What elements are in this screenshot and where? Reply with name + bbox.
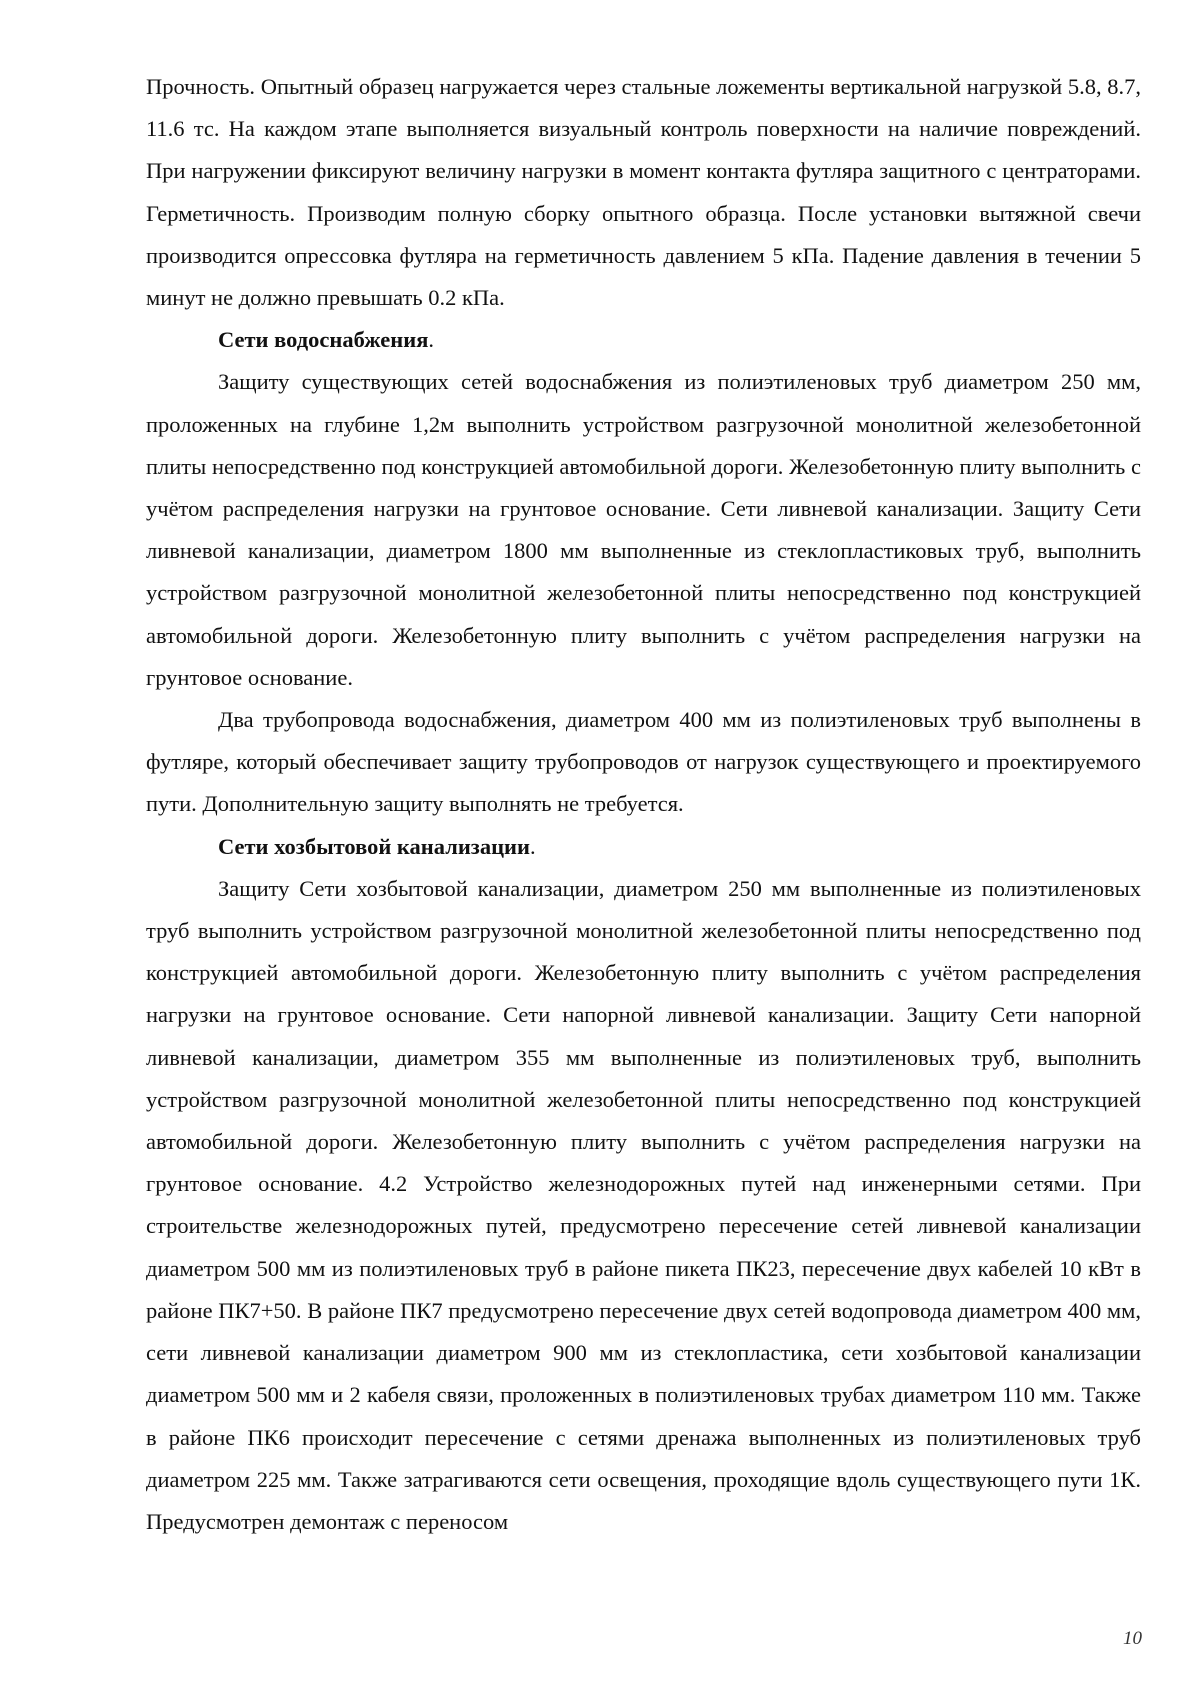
paragraph-sewerage-protection: Защиту Сети хозбытовой канализации, диаметром 250 мм выполненные из полиэтиленовых труб выполнить устройством разгрузочной монолитной железобетонной плиты непосредственно под конструкцией автомобильной дороги. Железобетонную плиту выполнить с учётом распределения нагрузки на грунтовое основание. Сети напорной ливневой канализации. Защиту Сети напорной ливневой канализации, диаметром 355 мм выполненные из полиэтиленовых труб, выполнить устройством разгрузочной монолитной железобетонной плиты непосредственно под конструкцией автомобильной дороги. Железобетонную плиту выполнить с учётом распределения нагрузки на грунтовое основание. 4.2 Устройство железнодорожных путей над инженерными сетями. При строительстве железнодорожных путей, предусмотрено пересечение сетей ливневой канализации диаметром 500 мм из полиэтиленовых труб в районе пикета ПК23, пересечение двух кабелей 10 кВт в районе ПК7+50. В районе ПК7 предусмотрено пересечение двух сетей водопровода диаметром 400 мм, сети ливневой канализации диаметром 900 мм из стеклопластика, сети хозбытовой канализации диаметром 500 мм и 2 кабеля связи, проложенных в полиэтиленовых трубах диаметром 110 мм. Также в районе ПК6 происходит пересечение с сетями дренажа выполненных из полиэтиленовых труб диаметром 225 мм. Также затрагиваются сети освещения, проходящие вдоль существующего пути 1К. Предусмотрен демонтаж с переносом [146,875,1141,1534]
heading-punctuation: . [530,833,536,859]
paragraph-two-pipelines: Два трубопровода водоснабжения, диаметром 400 мм из полиэтиленовых труб выполнены в футляре, который обеспечивает защиту трубопроводов от нагрузок существующего и проектируемого пути. Дополнительную защиту выполнять не требуется. [146,707,1141,817]
paragraph-strength-tightness: Прочность. Опытный образец нагружается через стальные ложементы вертикальной нагрузкой 5.8, 8.7, 11.6 тс. На каждом этапе выполняется визуальный контроль поверхности на наличие повреждений. При нагружении фиксируют величину нагрузки в момент контакта футляра защитного с центраторами. Герметичность. Производим полную сборку опытного образца. После установки вытяжной свечи производится опрессовка футляра на герметичность давлением 5 кПа. Падение давления в течении 5 минут не должно превышать 0.2 кПа. [146,74,1141,311]
section-heading-sewerage [146,826,1141,868]
section-heading-water-supply [146,319,1141,361]
heading-text: Сети водоснабжения [218,327,429,353]
heading-punctuation: . [428,327,435,353]
page-number: 10 [1123,1628,1142,1649]
paragraph-water-supply-protection: Защиту существующих сетей водоснабжения из полиэтиленовых труб диаметром 250 мм, проложенных на глубине 1,2м выполнить устройством разгрузочной монолитной железобетонной плиты непосредственно под конструкцией автомобильной дороги. Железобетонную плиту выполнить с учётом распределения нагрузки на грунтовое основание. Сети ливневой канализации. Защиту Сети ливневой канализации, диаметром 1800 мм выполненные из стеклопластиковых труб, выполнить устройством разгрузочной монолитной железобетонной плиты непосредственно под конструкцией автомобильной дороги. Железобетонную плиту выполнить с учётом распределения нагрузки на грунтовое основание. [146,369,1141,690]
heading-text: Сети хозбытовой канализации [218,833,530,859]
document-body [146,66,1141,1543]
